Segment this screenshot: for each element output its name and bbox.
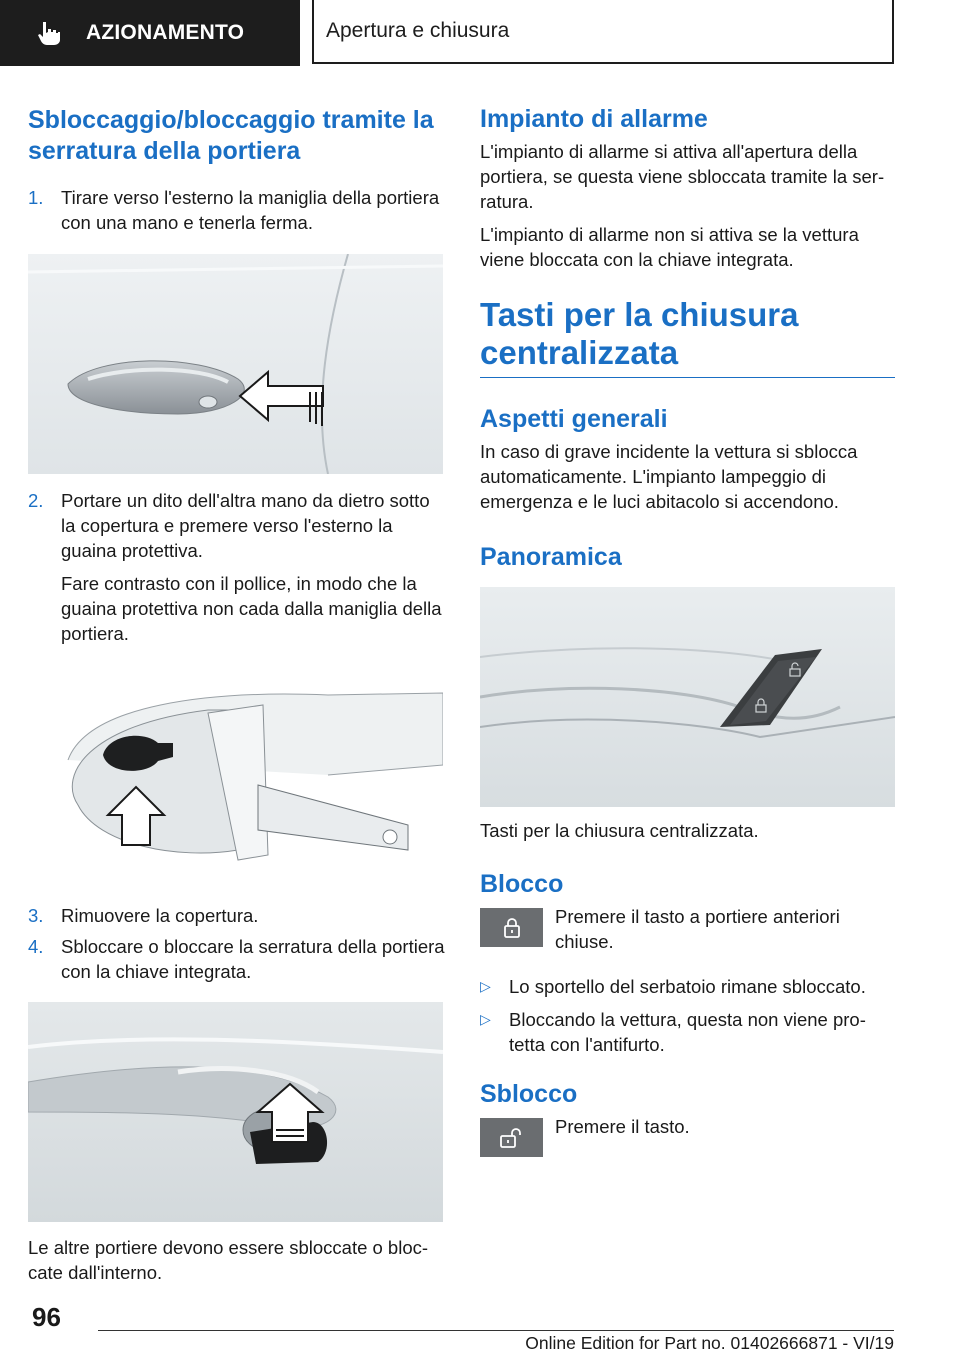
central-lock-buttons-figure [480, 587, 895, 807]
lock-instruction: Premere il tasto a portiere anteriori chiuse. [555, 906, 840, 952]
step-text: Sbloccare o bloccare la serratura della portiera con la chiave integrata. [61, 936, 445, 982]
step-number: 4. [28, 936, 44, 957]
page-header [0, 0, 960, 66]
footer-rule [98, 1330, 894, 1331]
door-handle-pull-illustration [28, 254, 443, 474]
step-text: Rimuovere la copertura. [61, 905, 259, 926]
key-insertion-illustration [28, 1002, 443, 1222]
door-handle-figure-2 [28, 665, 443, 885]
overview-heading: Panoramica [480, 543, 622, 571]
lock-bullet-1 [480, 974, 895, 999]
step-number: 1. [28, 187, 44, 208]
unlock-instruction: Premere il tasto. [555, 1116, 690, 1137]
edition-note: Online Edition for Part no. 01402666871 - VI/19 [525, 1333, 894, 1353]
chapter-title: Apertura e chiusura [326, 19, 510, 42]
central-lock-buttons-illustration [480, 587, 895, 807]
step-number: 3. [28, 905, 44, 926]
overview-caption: Tasti per la chiusura centralizzata. [480, 820, 759, 841]
left-column [28, 100, 446, 1285]
general-paragraph: In caso di grave incidente la vettura si sblocca automaticamente. L'impianto lampeggio di emergenza e le luci abitacolo si accendono. [480, 441, 858, 512]
cover-removal-illustration [28, 665, 443, 885]
lock-button-image [480, 908, 543, 947]
step-text: Tirare verso l'esterno la maniglia della portiera con una mano e tenerla ferma. [61, 187, 440, 233]
unlock-heading: Sblocco [480, 1080, 578, 1108]
alarm-paragraph-1: L'impianto di allarme si attiva all'apertura della portiera, se questa viene sbloccata tramite la serratura. [480, 141, 885, 212]
lock-bullet-2 [480, 1007, 895, 1057]
step-3 [28, 903, 446, 928]
alarm-paragraph-2: L'impianto di allarme non si attiva se la vettura viene bloccata con la chiave integrata. [480, 224, 859, 270]
step-4 [28, 934, 446, 984]
hand-pointer-icon [34, 18, 64, 48]
page-number: 96 [32, 1302, 61, 1332]
unlock-button-image [480, 1118, 543, 1157]
door-handle-figure-1 [28, 254, 443, 474]
lock-heading: Blocco [480, 870, 564, 898]
alarm-heading: Impianto di allarme [480, 105, 708, 133]
triangle-bullet-icon: ▷ [480, 1011, 491, 1027]
section-title: AZIONAMENTO [86, 21, 245, 44]
bullet-text: Lo sportello del serbatoio rimane sbloccato. [509, 976, 866, 997]
step-1 [28, 185, 446, 235]
bullet-text: Bloccando la vettura, questa non viene protetta con l'antifurto. [509, 1009, 866, 1055]
door-lock-heading: Sbloccaggio/bloccaggio tramite la serratura della portiera [28, 106, 434, 165]
unlock-button-row [480, 1114, 895, 1157]
triangle-bullet-icon: ▷ [480, 978, 491, 994]
step-text: Portare un dito dell'altra mano da dietro sotto la copertura e premere verso l'esterno la guaina protettiva. [61, 490, 430, 561]
general-heading: Aspetti generali [480, 405, 668, 433]
step-extra-text: Fare contrasto con il pollice, in modo che la guaina protettiva non cada dalla maniglia della portiera. [61, 573, 442, 644]
step-2 [28, 488, 446, 563]
step-number: 2. [28, 490, 44, 511]
chapter-tab [312, 0, 894, 64]
step-2-extra [28, 571, 446, 646]
lock-button-row [480, 904, 895, 954]
door-handle-figure-3 [28, 1002, 443, 1222]
right-column [480, 100, 895, 1157]
heading-rule [480, 377, 895, 378]
unlock-icon [499, 1127, 525, 1149]
lock-icon [502, 917, 522, 939]
closing-note: Le altre portiere devono essere sbloccate o bloccate dall'interno. [28, 1237, 429, 1283]
section-tab [0, 0, 300, 66]
central-locking-heading: Tasti per la chiusura centralizzata [480, 296, 799, 371]
page-footer [0, 1290, 960, 1362]
